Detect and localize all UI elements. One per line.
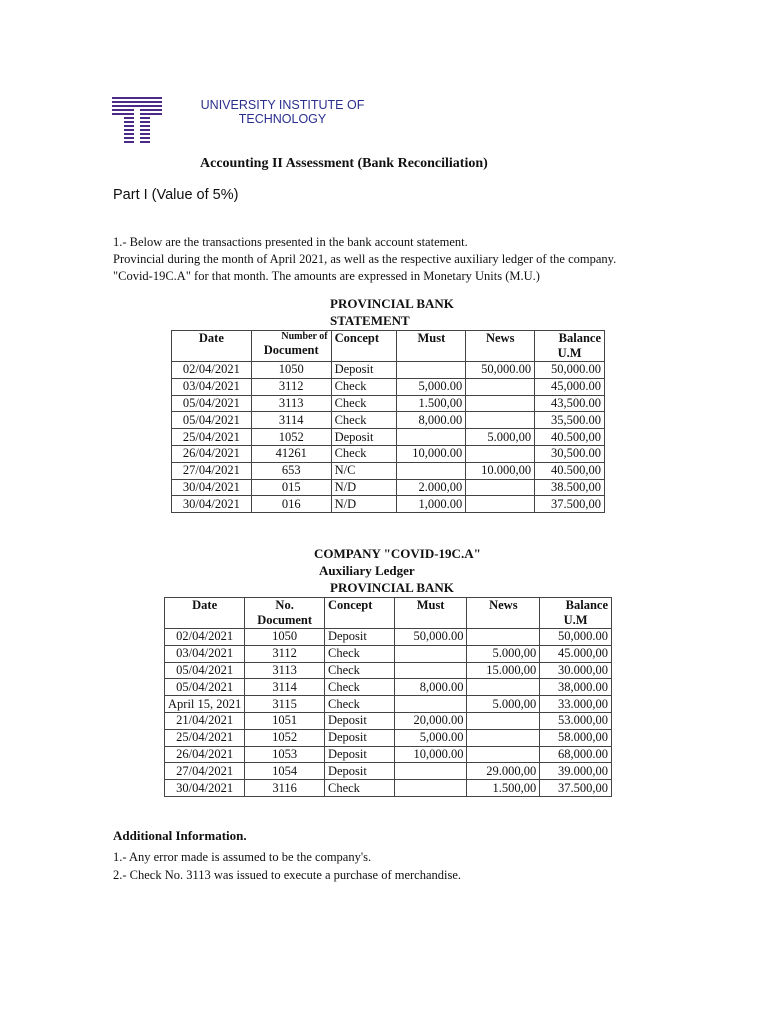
table-row xyxy=(165,780,612,797)
cell-document: 1050 xyxy=(245,629,325,646)
cell-news: 29.000,00 xyxy=(467,763,540,780)
cell-balance: 37.500,00 xyxy=(535,496,605,513)
cell-concept: N/D xyxy=(331,496,397,513)
cell-concept: Deposit xyxy=(324,729,394,746)
col-date: Date xyxy=(172,331,252,362)
cell-balance: 39.000,00 xyxy=(540,763,612,780)
cell-concept: Deposit xyxy=(331,362,397,379)
cell-must: 2.000,00 xyxy=(397,479,466,496)
cell-document: 1052 xyxy=(251,429,331,446)
ledger-caption-3: PROVINCIAL BANK xyxy=(330,580,454,595)
cell-date: 25/04/2021 xyxy=(172,429,252,446)
cell-concept: Check xyxy=(324,696,394,713)
cell-date: 25/04/2021 xyxy=(165,729,245,746)
cell-balance: 50,000.00 xyxy=(535,362,605,379)
cell-balance: 45,000.00 xyxy=(535,378,605,395)
cell-concept: Check xyxy=(331,378,397,395)
cell-news xyxy=(467,729,540,746)
cell-date: 03/04/2021 xyxy=(165,645,245,662)
cell-document: 1050 xyxy=(251,362,331,379)
cell-document: 3113 xyxy=(245,662,325,679)
cell-must: 8,000.00 xyxy=(394,679,467,696)
part-heading: Part I (Value of 5%) xyxy=(113,187,239,203)
cell-must: 10,000.00 xyxy=(394,746,467,763)
cell-must: 5,000.00 xyxy=(394,729,467,746)
cell-date: 02/04/2021 xyxy=(172,362,252,379)
cell-concept: Check xyxy=(331,445,397,462)
cell-concept: Deposit xyxy=(324,712,394,729)
cell-balance: 38,000.00 xyxy=(540,679,612,696)
cell-date: 05/04/2021 xyxy=(165,679,245,696)
cell-document: 3113 xyxy=(251,395,331,412)
col-concept: Concept xyxy=(324,598,394,629)
cell-concept: Check xyxy=(324,679,394,696)
institution-line1: UNIVERSITY INSTITUTE OF xyxy=(200,98,365,112)
table-row xyxy=(172,462,605,479)
cell-news xyxy=(466,412,535,429)
table-row xyxy=(172,395,605,412)
cell-must xyxy=(394,763,467,780)
cell-must: 1.500,00 xyxy=(397,395,466,412)
cell-date: 27/04/2021 xyxy=(172,462,252,479)
cell-document: 3114 xyxy=(251,412,331,429)
document-title: Accounting II Assessment (Bank Reconciliation) xyxy=(200,156,488,171)
cell-date: 03/04/2021 xyxy=(172,378,252,395)
cell-must xyxy=(394,662,467,679)
cell-balance: 40.500,00 xyxy=(535,429,605,446)
cell-must xyxy=(397,362,466,379)
cell-must: 8,000.00 xyxy=(397,412,466,429)
cell-date: 05/04/2021 xyxy=(172,412,252,429)
cell-document: 1051 xyxy=(245,712,325,729)
cell-document: 1052 xyxy=(245,729,325,746)
cell-balance: 53.000,00 xyxy=(540,712,612,729)
cell-must xyxy=(397,429,466,446)
cell-balance: 35,500.00 xyxy=(535,412,605,429)
cell-date: 02/04/2021 xyxy=(165,629,245,646)
cell-news xyxy=(466,395,535,412)
cell-concept: Check xyxy=(331,395,397,412)
cell-balance: 38.500,00 xyxy=(535,479,605,496)
cell-concept: Check xyxy=(324,645,394,662)
table-row xyxy=(165,629,612,646)
cell-must: 1,000.00 xyxy=(397,496,466,513)
col-news: News xyxy=(466,331,535,362)
table-row xyxy=(165,645,612,662)
cell-must xyxy=(394,780,467,797)
cell-balance: 45.000,00 xyxy=(540,645,612,662)
cell-document: 015 xyxy=(251,479,331,496)
cell-date: 26/04/2021 xyxy=(172,445,252,462)
cell-news xyxy=(466,378,535,395)
intro-line-3: "Covid-19C.A" for that month. The amounts are expressed in Monetary Units (M.U.) xyxy=(113,269,540,283)
cell-news xyxy=(466,479,535,496)
cell-news: 5.000,00 xyxy=(466,429,535,446)
cell-balance: 33.000,00 xyxy=(540,696,612,713)
cell-document: 3112 xyxy=(251,378,331,395)
cell-must: 10,000.00 xyxy=(397,445,466,462)
table-header-row xyxy=(165,598,612,629)
table-row xyxy=(172,412,605,429)
cell-document: 3114 xyxy=(245,679,325,696)
cell-date: 26/04/2021 xyxy=(165,746,245,763)
table-row xyxy=(172,496,605,513)
additional-info-title: Additional Information. xyxy=(113,828,247,843)
cell-document: 1054 xyxy=(245,763,325,780)
col-document: No. Document xyxy=(245,598,325,629)
cell-document: 41261 xyxy=(251,445,331,462)
cell-document: 3116 xyxy=(245,780,325,797)
cell-document: 3115 xyxy=(245,696,325,713)
cell-balance: 50,000.00 xyxy=(540,629,612,646)
table-header-row xyxy=(172,331,605,362)
cell-news xyxy=(467,679,540,696)
bank-statement-caption-1: PROVINCIAL BANK xyxy=(330,296,454,311)
cell-news: 5.000,00 xyxy=(467,696,540,713)
institute-logo xyxy=(112,97,162,143)
cell-date: 05/04/2021 xyxy=(165,662,245,679)
cell-balance: 58.000,00 xyxy=(540,729,612,746)
table-row xyxy=(165,696,612,713)
cell-balance: 40.500,00 xyxy=(535,462,605,479)
cell-news: 15.000,00 xyxy=(467,662,540,679)
cell-news xyxy=(467,629,540,646)
table-row xyxy=(172,445,605,462)
table-row xyxy=(165,746,612,763)
col-news: News xyxy=(467,598,540,629)
cell-news: 10.000,00 xyxy=(466,462,535,479)
cell-document: 653 xyxy=(251,462,331,479)
cell-date: 30/04/2021 xyxy=(172,479,252,496)
cell-news: 50,000.00 xyxy=(466,362,535,379)
bank-statement-caption-2: STATEMENT xyxy=(330,313,410,328)
col-must: Must xyxy=(394,598,467,629)
table-row xyxy=(165,712,612,729)
col-balance: Balance U.M xyxy=(540,598,612,629)
cell-news xyxy=(466,445,535,462)
col-must: Must xyxy=(397,331,466,362)
institution-name xyxy=(190,98,375,126)
cell-concept: Check xyxy=(331,412,397,429)
cell-must: 50,000.00 xyxy=(394,629,467,646)
cell-date: 27/04/2021 xyxy=(165,763,245,780)
cell-document: 016 xyxy=(251,496,331,513)
cell-date: 30/04/2021 xyxy=(172,496,252,513)
col-balance: Balance U.M xyxy=(535,331,605,362)
cell-concept: Deposit xyxy=(324,629,394,646)
cell-concept: Deposit xyxy=(324,763,394,780)
cell-balance: 30,500.00 xyxy=(535,445,605,462)
table-row xyxy=(172,362,605,379)
additional-info-list xyxy=(113,848,461,884)
cell-balance: 43,500.00 xyxy=(535,395,605,412)
col-date: Date xyxy=(165,598,245,629)
cell-news xyxy=(467,712,540,729)
cell-news xyxy=(467,746,540,763)
cell-balance: 37.500,00 xyxy=(540,780,612,797)
bank-statement-table xyxy=(171,330,605,513)
cell-news xyxy=(466,496,535,513)
cell-news: 5.000,00 xyxy=(467,645,540,662)
table-row xyxy=(165,729,612,746)
table-row xyxy=(165,662,612,679)
institution-line2: TECHNOLOGY xyxy=(238,112,327,126)
col-concept: Concept xyxy=(331,331,397,362)
intro-line-2: Provincial during the month of April 2021, as well as the respective auxiliary ledger of the company. xyxy=(113,252,617,266)
cell-date: 21/04/2021 xyxy=(165,712,245,729)
ledger-caption-1: COMPANY "COVID-19C.A" xyxy=(314,546,481,561)
cell-document: 3112 xyxy=(245,645,325,662)
cell-news: 1.500,00 xyxy=(467,780,540,797)
cell-document: 1053 xyxy=(245,746,325,763)
cell-date: 05/04/2021 xyxy=(172,395,252,412)
col-document: Number of Document xyxy=(251,331,331,362)
cell-must xyxy=(394,645,467,662)
table-row xyxy=(172,378,605,395)
cell-concept: Deposit xyxy=(331,429,397,446)
cell-balance: 30.000,00 xyxy=(540,662,612,679)
cell-must: 5,000.00 xyxy=(397,378,466,395)
cell-concept: Deposit xyxy=(324,746,394,763)
cell-date: 30/04/2021 xyxy=(165,780,245,797)
additional-item-2: 2.- Check No. 3113 was issued to execute a purchase of merchandise. xyxy=(113,868,462,882)
cell-must xyxy=(394,696,467,713)
auxiliary-ledger-table xyxy=(164,597,612,797)
table-row xyxy=(165,679,612,696)
table-row xyxy=(165,763,612,780)
table-row xyxy=(172,429,605,446)
cell-concept: Check xyxy=(324,662,394,679)
intro-paragraph xyxy=(113,234,683,285)
additional-item-1: 1.- Any error made is assumed to be the company's. xyxy=(113,850,372,864)
ledger-caption-2: Auxiliary Ledger xyxy=(319,563,415,578)
intro-line-1: 1.- Below are the transactions presented in the bank account statement. xyxy=(113,235,468,249)
cell-concept: N/D xyxy=(331,479,397,496)
cell-concept: Check xyxy=(324,780,394,797)
cell-must: 20,000.00 xyxy=(394,712,467,729)
table-row xyxy=(172,479,605,496)
cell-must xyxy=(397,462,466,479)
cell-concept: N/C xyxy=(331,462,397,479)
cell-balance: 68,000.00 xyxy=(540,746,612,763)
cell-date: April 15, 2021 xyxy=(165,696,245,713)
